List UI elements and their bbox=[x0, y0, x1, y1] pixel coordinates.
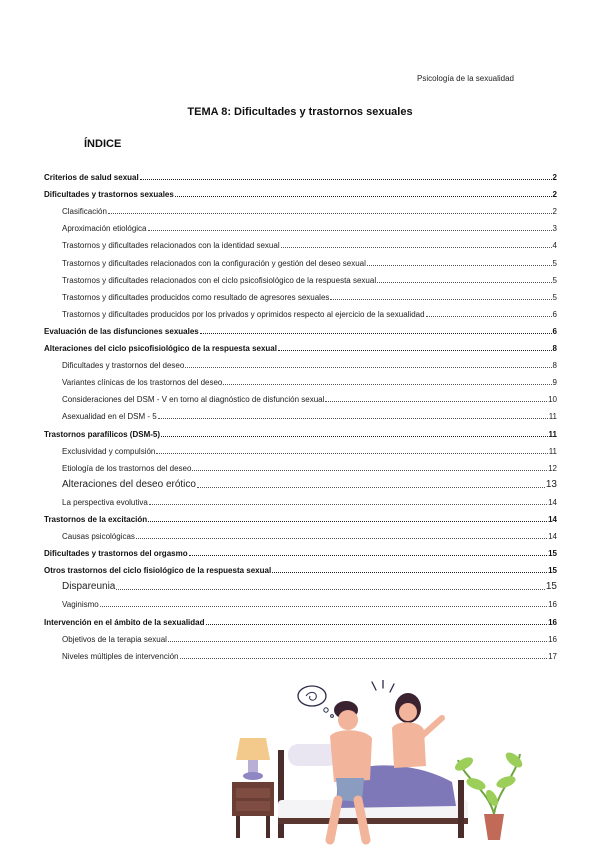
toc-entry-title: Variantes clínicas de los trastornos del deseo bbox=[62, 378, 223, 388]
toc-entry-page: 4 bbox=[552, 241, 557, 251]
toc-entry-title: Criterios de salud sexual bbox=[44, 173, 139, 183]
toc-entry-page: 6 bbox=[552, 309, 557, 319]
toc-entry[interactable] bbox=[44, 285, 557, 302]
toc-dot-leader bbox=[278, 350, 552, 351]
toc-entry[interactable] bbox=[44, 370, 557, 387]
toc-entry-page: 3 bbox=[552, 224, 557, 234]
toc-entry-title: Trastornos de la excitación bbox=[44, 514, 148, 524]
toc-dot-leader bbox=[140, 179, 552, 180]
toc-entry[interactable] bbox=[44, 387, 557, 404]
toc-entry[interactable] bbox=[44, 268, 557, 285]
toc-entry-page: 16 bbox=[548, 617, 557, 627]
toc-entry[interactable] bbox=[44, 592, 557, 609]
toc-entry[interactable] bbox=[44, 182, 557, 199]
toc-dot-leader bbox=[426, 316, 552, 317]
toc-entry-page: 8 bbox=[552, 344, 557, 354]
woman-figure bbox=[392, 693, 442, 768]
toc-entry-title: Trastornos y dificultades relacionados con la configuración y gestión del deseo sexual bbox=[62, 258, 366, 268]
toc-entry-page: 17 bbox=[548, 651, 557, 661]
running-header: Psicología de la sexualidad bbox=[417, 74, 514, 83]
toc-entry-title: La perspectiva evolutiva bbox=[62, 497, 148, 507]
toc-entry-title: Exclusividad y compulsión bbox=[62, 446, 156, 456]
toc-entry-page: 15 bbox=[548, 549, 557, 559]
toc-dot-leader bbox=[330, 299, 551, 300]
toc-entry[interactable] bbox=[44, 575, 557, 592]
toc-dot-leader bbox=[149, 504, 547, 505]
toc-entry-title: Dificultades y trastornos del orgasmo bbox=[44, 549, 188, 559]
toc-entry[interactable] bbox=[44, 319, 557, 336]
toc-entry-title: Aproximación etiológica bbox=[62, 224, 147, 234]
toc-dot-leader bbox=[180, 658, 548, 659]
toc-entry-page: 2 bbox=[552, 190, 557, 200]
toc-entry-title: Evaluación de las disfunciones sexuales bbox=[44, 326, 199, 336]
surprise-lines-icon bbox=[372, 680, 394, 692]
toc-entry[interactable] bbox=[44, 541, 557, 558]
toc-entry[interactable] bbox=[44, 250, 557, 267]
toc-dot-leader bbox=[325, 401, 547, 402]
toc-entry-title: Trastornos parafílicos (DSM-5) bbox=[44, 429, 161, 439]
toc-dot-leader bbox=[156, 453, 547, 454]
toc-dot-leader bbox=[189, 555, 548, 556]
toc-entry-page: 15 bbox=[545, 581, 557, 593]
couple-bed-illustration bbox=[226, 680, 526, 848]
toc-entry-title: Trastornos y dificultades relacionados con el ciclo psicofisiológico de la respuesta sexual bbox=[62, 275, 377, 285]
toc-entry-page: 2 bbox=[552, 207, 557, 217]
index-heading: ÍNDICE bbox=[84, 138, 122, 150]
table-of-contents bbox=[44, 165, 557, 661]
toc-dot-leader bbox=[148, 521, 547, 522]
toc-entry[interactable] bbox=[44, 524, 557, 541]
toc-entry-title: Trastornos y dificultades producidos como resultado de agresores sexuales bbox=[62, 292, 330, 302]
toc-entry-title: Niveles múltiples de intervención bbox=[62, 651, 179, 661]
toc-entry[interactable] bbox=[44, 421, 557, 438]
toc-entry[interactable] bbox=[44, 233, 557, 250]
toc-entry[interactable] bbox=[44, 627, 557, 644]
toc-entry-title: Otros trastornos del ciclo fisiológico de la respuesta sexual bbox=[44, 566, 272, 576]
toc-entry-title: Dificultades y trastornos sexuales bbox=[44, 190, 174, 200]
toc-entry[interactable] bbox=[44, 302, 557, 319]
toc-entry[interactable] bbox=[44, 490, 557, 507]
toc-entry-page: 14 bbox=[548, 497, 557, 507]
toc-dot-leader bbox=[192, 470, 547, 471]
toc-entry-page: 12 bbox=[548, 463, 557, 473]
toc-entry[interactable] bbox=[44, 404, 557, 421]
toc-dot-leader bbox=[206, 624, 548, 625]
toc-entry-page: 5 bbox=[552, 292, 557, 302]
toc-entry[interactable] bbox=[44, 507, 557, 524]
toc-entry[interactable] bbox=[44, 609, 557, 626]
toc-dot-leader bbox=[116, 589, 545, 590]
toc-entry[interactable] bbox=[44, 165, 557, 182]
nightstand bbox=[232, 782, 274, 838]
toc-entry[interactable] bbox=[44, 644, 557, 661]
toc-dot-leader bbox=[185, 367, 551, 368]
toc-entry-page: 11 bbox=[548, 446, 557, 456]
toc-entry-page: 2 bbox=[552, 173, 557, 183]
toc-dot-leader bbox=[197, 487, 545, 488]
toc-entry[interactable] bbox=[44, 439, 557, 456]
toc-dot-leader bbox=[158, 418, 548, 419]
toc-entry[interactable] bbox=[44, 473, 557, 490]
toc-dot-leader bbox=[377, 282, 551, 283]
toc-dot-leader bbox=[200, 333, 552, 334]
toc-entry[interactable] bbox=[44, 216, 557, 233]
toc-entry-page: 10 bbox=[548, 395, 557, 405]
toc-dot-leader bbox=[100, 606, 547, 607]
toc-entry[interactable] bbox=[44, 199, 557, 216]
toc-dot-leader bbox=[367, 265, 552, 266]
toc-entry-title: Alteraciones del ciclo psicofisiológico de la respuesta sexual bbox=[44, 344, 277, 354]
toc-entry-page: 15 bbox=[548, 566, 557, 576]
toc-dot-leader bbox=[108, 213, 552, 214]
toc-entry[interactable] bbox=[44, 336, 557, 353]
toc-entry-page: 9 bbox=[552, 378, 557, 388]
toc-entry-page: 5 bbox=[552, 275, 557, 285]
toc-dot-leader bbox=[168, 641, 547, 642]
toc-entry-title: Consideraciones del DSM - V en torno al diagnóstico de disfunción sexual bbox=[62, 395, 325, 405]
toc-entry-title: Trastornos y dificultades producidos por los privados y oprimidos respecto al ejercicio de la sexualidad bbox=[62, 309, 425, 319]
toc-entry-page: 5 bbox=[552, 258, 557, 268]
toc-entry-title: Asexualidad en el DSM - 5 bbox=[62, 412, 157, 422]
toc-entry-title: Dispareunia bbox=[62, 581, 116, 593]
toc-entry-page: 11 bbox=[548, 429, 557, 439]
toc-entry[interactable] bbox=[44, 456, 557, 473]
toc-entry-title: Vaginismo bbox=[62, 600, 99, 610]
toc-entry-page: 8 bbox=[552, 361, 557, 371]
toc-entry-page: 16 bbox=[548, 600, 557, 610]
toc-entry-page: 13 bbox=[545, 478, 557, 490]
toc-entry-page: 6 bbox=[552, 326, 557, 336]
toc-dot-leader bbox=[148, 230, 552, 231]
toc-dot-leader bbox=[161, 436, 548, 437]
toc-entry-title: Causas psicológicas bbox=[62, 532, 135, 542]
toc-dot-leader bbox=[272, 572, 547, 573]
toc-entry-page: 16 bbox=[548, 634, 557, 644]
toc-entry-title: Etiología de los trastornos del deseo bbox=[62, 463, 192, 473]
toc-entry-title: Clasificación bbox=[62, 207, 107, 217]
document-title: TEMA 8: Dificultades y trastornos sexuales bbox=[187, 106, 413, 118]
toc-entry-page: 14 bbox=[548, 514, 557, 524]
toc-entry-title: Trastornos y dificultades relacionados con la identidad sexual bbox=[62, 241, 280, 251]
toc-entry-title: Dificultades y trastornos del deseo bbox=[62, 361, 185, 371]
toc-dot-leader bbox=[281, 247, 552, 248]
toc-entry[interactable] bbox=[44, 558, 557, 575]
bedside-lamp bbox=[236, 738, 270, 780]
toc-entry-page: 14 bbox=[548, 532, 557, 542]
toc-dot-leader bbox=[223, 384, 551, 385]
toc-dot-leader bbox=[175, 196, 552, 197]
toc-entry-page: 11 bbox=[548, 412, 557, 422]
toc-entry-title: Objetivos de la terapia sexual bbox=[62, 634, 167, 644]
toc-entry-title: Alteraciones del deseo erótico bbox=[62, 478, 196, 490]
toc-entry-title: Intervención en el ámbito de la sexualidad bbox=[44, 617, 205, 627]
thought-bubble-icon bbox=[298, 686, 333, 717]
toc-dot-leader bbox=[136, 538, 547, 539]
toc-entry[interactable] bbox=[44, 353, 557, 370]
